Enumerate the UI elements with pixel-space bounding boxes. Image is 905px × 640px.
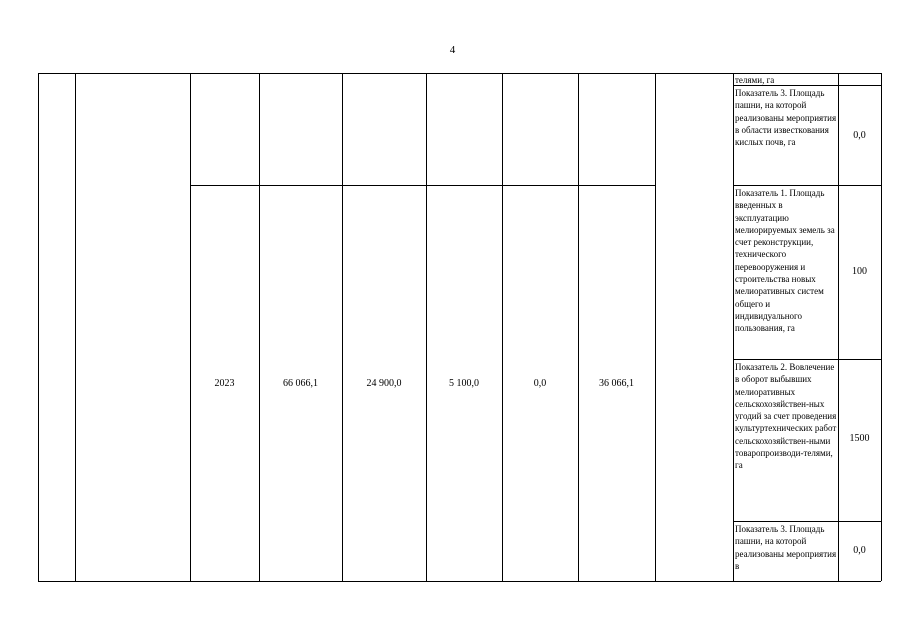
- column-border: [881, 73, 882, 581]
- indicator-value: 100: [852, 266, 867, 277]
- total-cell: 66 066,1: [283, 378, 318, 389]
- amount-cell: 24 900,0: [366, 378, 402, 389]
- year-cell: 2023: [214, 378, 235, 389]
- column-border: [38, 73, 39, 581]
- column-border: [502, 73, 503, 581]
- indicator-value: 0,0: [853, 545, 866, 556]
- amount-cell: 5 100,0: [449, 378, 479, 389]
- column-border: [426, 73, 427, 581]
- indicator-text: Показатель 1. Площадь введенных в эксплуатацию мелиорируемых земель за счет реконструкции, технического перевооружения и строительства новых мелиоративных систем общего и индивидуального пользования, га: [735, 188, 835, 334]
- indicator-text: Показатель 3. Площадь пашни, на которой реализованы мероприятия в: [735, 524, 837, 571]
- indicator-text: Показатель 3. Площадь пашни, на которой реализованы мероприятия в области известкования кислых почв, га: [735, 88, 837, 148]
- indicator-text: Показатель 2. Вовлечение в оборот выбывших мелиоративных сельскохозяйствен-ных угодий за счет проведения культуртехнических работ сельскохозяйствен-ными товаропроизводи-телями, га: [735, 362, 837, 471]
- indicator-value: 1500: [849, 433, 870, 444]
- indicator-value: 0,0: [853, 130, 866, 141]
- page-number: 4: [449, 44, 456, 56]
- amount-cell: 36 066,1: [599, 378, 634, 389]
- table-bottom-border: [38, 581, 881, 582]
- row-divider: [733, 359, 881, 360]
- row-divider: [733, 185, 881, 186]
- column-border: [342, 73, 343, 581]
- indicator-text: телями, га: [735, 75, 775, 85]
- column-border: [190, 73, 191, 581]
- amount-cell: 0,0: [533, 378, 547, 389]
- row-divider: [733, 85, 881, 86]
- column-border: [838, 73, 839, 581]
- column-border: [259, 73, 260, 581]
- column-border: [75, 73, 76, 581]
- column-border: [578, 73, 579, 581]
- row-divider: [733, 521, 881, 522]
- column-border: [655, 73, 656, 581]
- column-border: [733, 73, 734, 581]
